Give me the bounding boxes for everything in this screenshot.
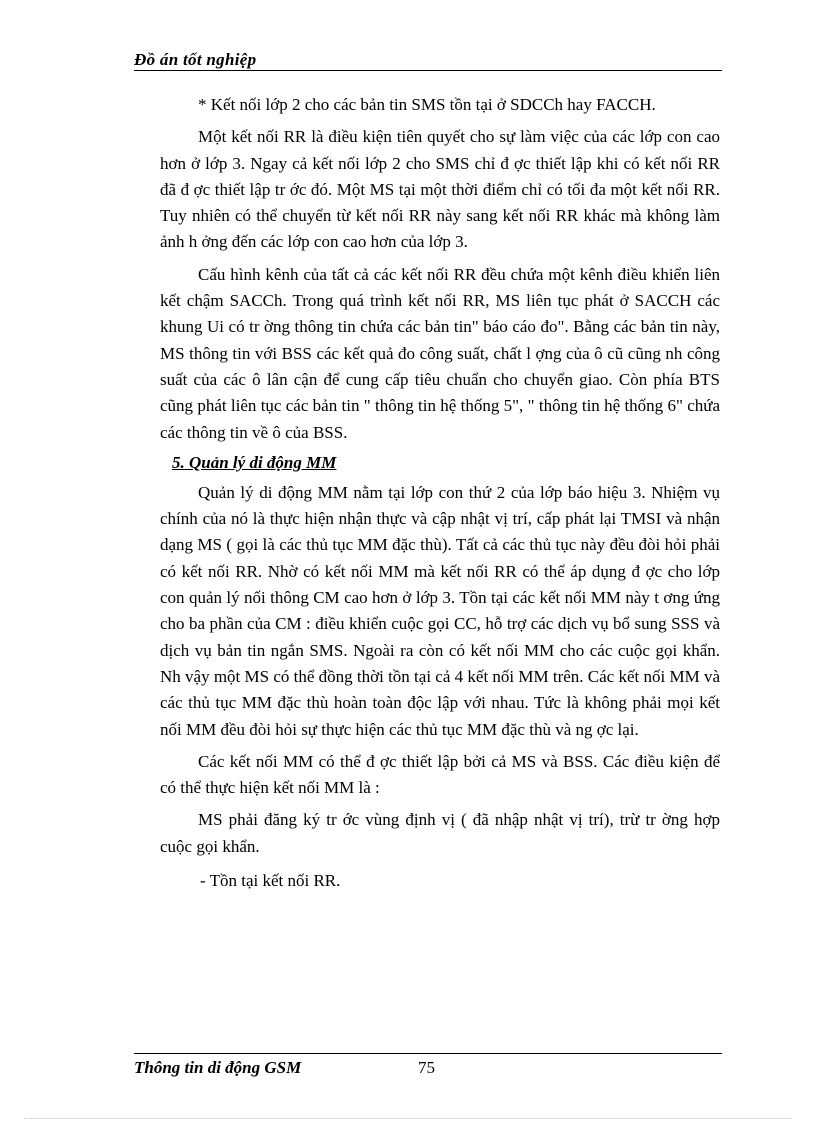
paragraph-rr-exists: - Tồn tại kết nối RR. <box>200 871 341 891</box>
page-body <box>160 92 720 900</box>
page-edge-divider <box>24 1118 792 1119</box>
footer-title: Thông tin di động GSM <box>134 1058 302 1077</box>
paragraph-channel-config: Cấu hình kênh của tất cả các kết nối RR đều chứa một kênh điều khiển liên kết chậm SACCh. Trong quá trình kết nối RR, MS liên tục phát ở SACCH các khung Ui có tr ờng thông tin chứa các bản tin" báo cáo đo". Bằng các bản tin này, MS thông tin với BSS các kết quả đo công suất, chất l ợng của ô cũ cũng nh công suất của các ô lân cận để cung cấp tiêu chuẩn cho chuyển giao. Còn phía BTS cũng phát liên tục các bản tin " thông tin hệ thống 5", " thông tin hệ thống 6" chứa các thông tin về ô của BSS. <box>160 264 720 442</box>
header-title: Đồ án tốt nghiệp <box>134 50 257 69</box>
page-number: 75 <box>418 1058 435 1077</box>
page-footer <box>134 1053 722 1084</box>
paragraph-rr-connection: Một kết nối RR là điều kiện tiên quyết cho sự làm việc của các lớp con cao hơn ở lớp 3. Ngay cả kết nối lớp 2 cho SMS chỉ đ ợc thiết lập khi có kết nối RR đã đ ợc thiết lập tr ớc đó. Một MS tại một thời điểm chỉ có tối đa một kết nối RR. Tuy nhiên có thể chuyển từ kết nối RR này sang kết nối RR khác mà không làm ảnh h ởng đến các lớp con cao hơn của lớp 3. <box>160 127 720 252</box>
paragraph-mm-setup: Các kết nối MM có thể đ ợc thiết lập bởi cả MS và BSS. Các điều kiện để có thể thực hiện kết nối MM là : <box>160 751 720 798</box>
paragraph-ms-registration: MS phải đăng ký tr ớc vùng định vị ( đã nhập nhật vị trí), trừ tr ờng hợp cuộc gọi khẩn. <box>160 810 720 856</box>
page-header <box>134 48 722 71</box>
paragraph-layer2-sms: * Kết nối lớp 2 cho các bản tin SMS tồn tại ở SDCCh hay FACCH. <box>198 95 656 114</box>
section-heading: 5. Quản lý di động MM <box>172 452 337 472</box>
paragraph-mm-management: Quản lý di động MM nằm tại lớp con thứ 2 của lớp báo hiệu 3. Nhiệm vụ chính của nó là thực hiện nhận thực và cập nhật vị trí, cấp phát lại TMSI và nhận dạng MS ( gọi là các thủ tục MM đặc thù). Tất cả các thủ tục này đều đòi hỏi phải có kết nối RR. Nhờ có kết nối MM mà kết nối RR có thể áp dụng đ ợc cho lớp con quản lý nối thông CM cao hơn ở lớp 3. Tồn tại các kết nối MM này t ơng ứng cho ba phần của CM : điều khiển cuộc gọi CC, hỗ trợ các dịch vụ bổ sung SSS và dịch vụ bản tin ngắn SMS. Ngoài ra còn có kết nối MM cho các cuộc gọi khẩn. Nh vậy một MS có thể đồng thời tồn tại cả 4 kết nối MM trên. Các kết nối MM và các thủ tục MM đặc thù hoàn toàn độc lập với nhau. Tức là không phải mọi kết nối MM đều đòi hỏi sự thực hiện các thủ tục MM đặc thù và ng ợc lại. <box>160 482 720 739</box>
